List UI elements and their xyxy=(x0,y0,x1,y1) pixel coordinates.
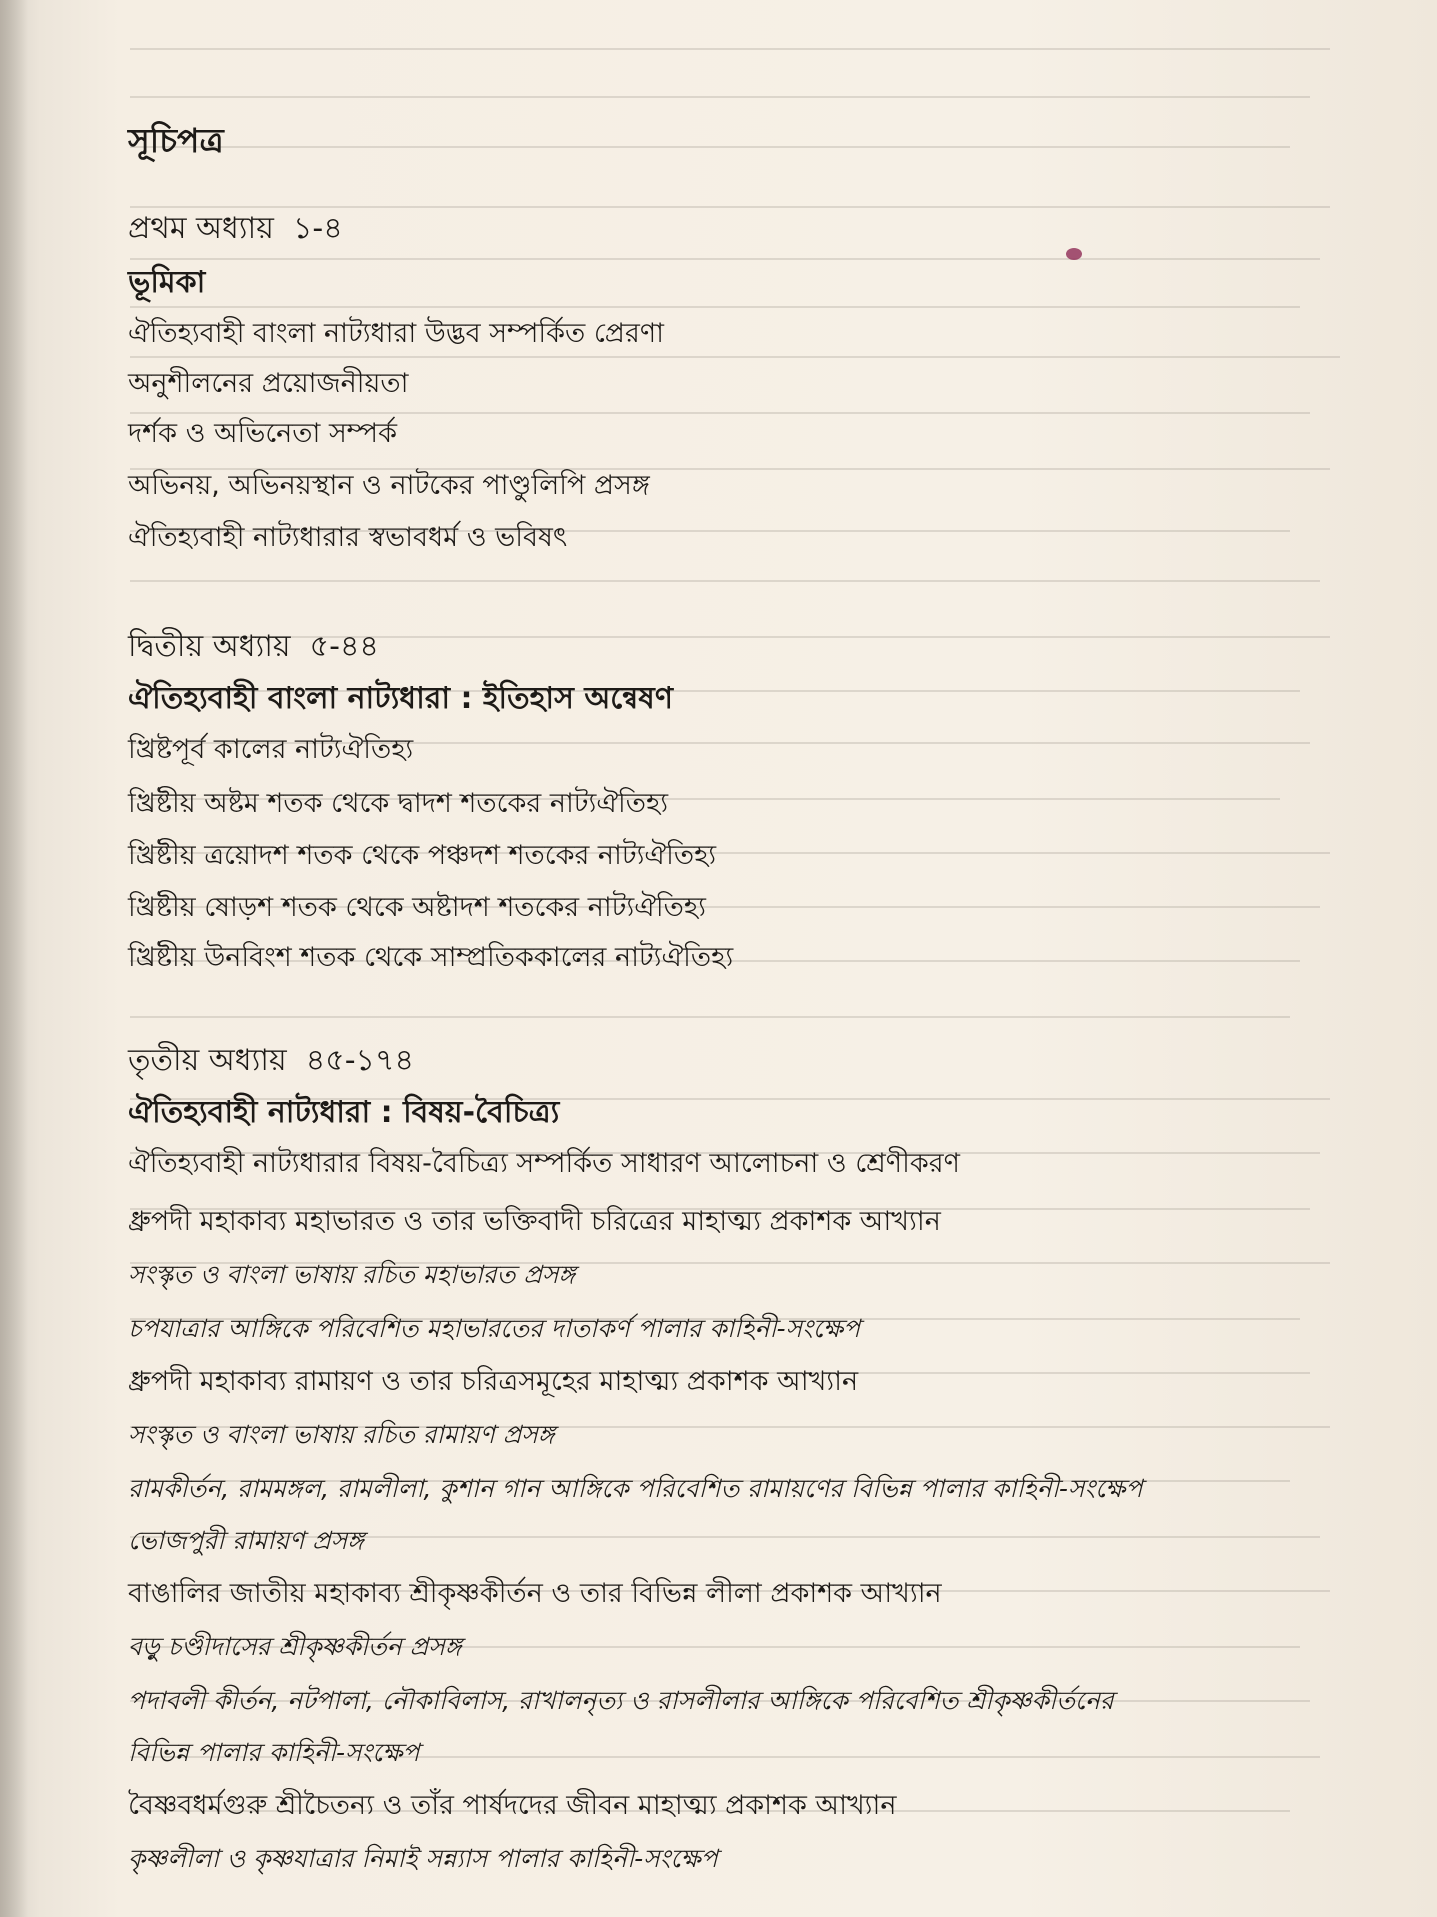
chapter1-subtitle: ভূমিকা xyxy=(128,265,206,300)
list-item: বাঙালির জাতীয় মহাকাব্য শ্রীকৃষ্ণকীর্তন ও তার বিভিন্ন লীলা প্রকাশক আখ্যান xyxy=(128,1578,942,1609)
list-item: বৈষ্ণবধর্মগুরু শ্রীচৈতন্য ও তাঁর পার্ষদদের জীবন মাহাত্ম্য প্রকাশক আখ্যান xyxy=(128,1790,897,1821)
list-item: ঐতিহ্যবাহী নাট্যধারার বিষয়-বৈচিত্র্য সম্পর্কিত সাধারণ আলোচনা ও শ্রেণীকরণ xyxy=(128,1148,960,1179)
list-subitem: চপযাত্রার আঙ্গিকে পরিবেশিত মহাভারতের দাতাকর্ণ পালার কাহিনী-সংক্ষেপ xyxy=(128,1314,861,1343)
chapter2-heading xyxy=(128,629,379,664)
chapter3-subtitle: ঐতিহ্যবাহী নাট্যধারা : বিষয়-বৈচিত্র্য xyxy=(128,1095,560,1130)
list-item: খ্রিষ্টীয় অষ্টম শতক থেকে দ্বাদশ শতকের নাট্যঐতিহ্য xyxy=(128,788,669,819)
list-item: ঐতিহ্যবাহী বাংলা নাট্যধারা উদ্ভব সম্পর্কিত প্রেরণা xyxy=(128,318,664,349)
list-item: দর্শক ও অভিনেতা সম্পর্ক xyxy=(128,418,397,449)
list-item: খ্রিষ্টীয় ষোড়শ শতক থেকে অষ্টাদশ শতকের নাট্যঐতিহ্য xyxy=(128,892,706,923)
list-subitem: পদাবলী কীর্তন, নটপালা, নৌকাবিলাস, রাখালনৃত্য ও রাসলীলার আঙ্গিকে পরিবেশিত শ্রীকৃষ্ণকীর্তনের xyxy=(128,1686,1114,1715)
chapter1-heading xyxy=(128,211,343,246)
list-item: ধ্রুপদী মহাকাব্য মহাভারত ও তার ভক্তিবাদী চরিত্রের মাহাত্ম্য প্রকাশক আখ্যান xyxy=(128,1206,941,1237)
chapter2-subtitle: ঐতিহ্যবাহী বাংলা নাট্যধারা : ইতিহাস অন্বেষণ xyxy=(128,681,673,716)
list-subitem: সংস্কৃত ও বাংলা ভাষায় রচিত রামায়ণ প্রসঙ্গ xyxy=(128,1420,555,1449)
list-subitem: ভোজপুরী রামায়ণ প্রসঙ্গ xyxy=(128,1526,364,1555)
list-item: খ্রিষ্টপূর্ব কালের নাট্যঐতিহ্য xyxy=(128,734,414,765)
list-item: অভিনয়, অভিনয়স্থান ও নাটকের পাণ্ডুলিপি প্রসঙ্গ xyxy=(128,470,650,501)
page-title: সূচিপত্র xyxy=(128,121,224,160)
chapter-name: দ্বিতীয় অধ্যায় xyxy=(128,629,291,664)
list-subitem: সংস্কৃত ও বাংলা ভাষায় রচিত মহাভারত প্রসঙ্গ xyxy=(128,1260,576,1289)
list-item: খ্রিষ্টীয় ত্রয়োদশ শতক থেকে পঞ্চদশ শতকের নাট্যঐতিহ্য xyxy=(128,840,717,871)
list-subitem: বড়ু চণ্ডীদাসের শ্রীকৃষ্ণকীর্তন প্রসঙ্গ xyxy=(128,1632,462,1661)
list-item: ঐতিহ্যবাহী নাট্যধারার স্বভাবধর্ম ও ভবিষৎ xyxy=(128,522,568,553)
chapter-name: প্রথম অধ্যায় xyxy=(128,211,274,246)
list-item: ধ্রুপদী মহাকাব্য রামায়ণ ও তার চরিত্রসমূহের মাহাত্ম্য প্রকাশক আখ্যান xyxy=(128,1366,859,1397)
list-subitem: কৃষ্ণলীলা ও কৃষ্ণযাত্রার নিমাই সন্ন্যাস পালার কাহিনী-সংক্ষেপ xyxy=(128,1844,718,1873)
chapter-name: তৃতীয় অধ্যায় xyxy=(128,1043,287,1078)
list-subitem: রামকীর্তন, রামমঙ্গল, রামলীলা, কুশান গান আঙ্গিকে পরিবেশিত রামায়ণের বিভিন্ন পালার কাহিনী-সংক্ষেপ xyxy=(128,1474,1143,1503)
list-item: অনুশীলনের প্রয়োজনীয়তা xyxy=(128,368,409,399)
chapter3-heading xyxy=(128,1043,414,1078)
list-subitem: বিভিন্ন পালার কাহিনী-সংক্ষেপ xyxy=(128,1738,420,1767)
chapter-pages: ১-৪ xyxy=(292,211,343,246)
chapter-pages: ৪৫-১৭৪ xyxy=(305,1043,414,1078)
chapter-pages: ৫-৪৪ xyxy=(309,629,379,664)
list-item: খ্রিষ্টীয় উনবিংশ শতক থেকে সাম্প্রতিককালের নাট্যঐতিহ্য xyxy=(128,942,734,973)
